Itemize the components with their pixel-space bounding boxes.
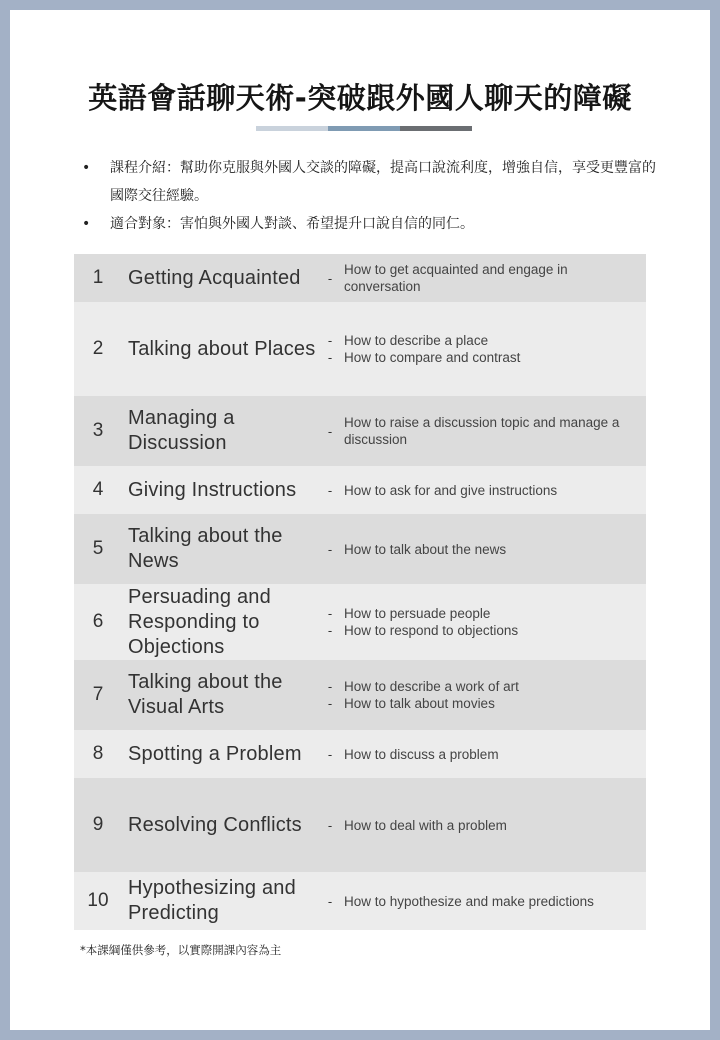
table-row xyxy=(74,872,646,930)
row-descriptions xyxy=(344,746,646,763)
row-descriptions xyxy=(344,893,646,910)
course-info-list xyxy=(82,154,662,238)
bullet-dot: • xyxy=(82,160,91,176)
row-number: 9 xyxy=(92,814,104,835)
dash-marker: - xyxy=(327,679,333,694)
row-dashes xyxy=(316,423,344,440)
row-dashes xyxy=(316,893,344,910)
dash-marker: - xyxy=(327,270,333,286)
row-descriptions xyxy=(344,678,646,712)
row-number: 6 xyxy=(92,611,104,632)
bullet-text: 適合對象：害怕與外國人對談、希望提升口說自信的同仁。 xyxy=(110,216,474,232)
row-description: How to hypothesize and make predictions xyxy=(344,893,594,909)
page-title: 英語會話聊天術-突破跟外國人聊天的障礙 xyxy=(88,81,632,115)
underline-segment-1 xyxy=(256,126,328,131)
row-dashes xyxy=(316,270,344,287)
footnote: *本課綱僅供參考，以實際開課內容為主 xyxy=(80,943,282,957)
row-dashes xyxy=(316,678,344,712)
bullet-text: 課程介紹：幫助你克服與外國人交談的障礙，提高口說流利度，增強自信，享受更豐富的國際交往經驗。 xyxy=(110,160,656,204)
row-dashes xyxy=(316,605,344,639)
dash-marker: - xyxy=(327,541,333,557)
row-number: 8 xyxy=(92,743,104,764)
row-topic: Managing a Discussion xyxy=(128,407,235,454)
row-number: 1 xyxy=(92,267,104,288)
table-row xyxy=(74,584,646,660)
bullet-dot: • xyxy=(82,216,91,232)
dash-marker: - xyxy=(327,482,333,498)
row-descriptions xyxy=(344,332,646,366)
row-topic: Spotting a Problem xyxy=(128,742,302,765)
row-descriptions xyxy=(344,605,646,639)
table-row xyxy=(74,302,646,396)
table-row xyxy=(74,730,646,778)
dash-marker: - xyxy=(327,893,333,909)
row-description: How to compare and contrast xyxy=(344,350,521,365)
row-description: How to get acquainted and engage in conversation xyxy=(344,262,568,294)
row-descriptions xyxy=(344,482,646,499)
row-number: 10 xyxy=(87,890,109,911)
table-row xyxy=(74,660,646,730)
document-page xyxy=(10,10,710,1030)
row-description: How to respond to objections xyxy=(344,623,519,638)
row-descriptions xyxy=(344,817,646,834)
title-underline xyxy=(256,126,472,131)
table-row xyxy=(74,396,646,466)
row-description: How to ask for and give instructions xyxy=(344,482,558,498)
dash-marker: - xyxy=(327,423,333,439)
bullet-item-audience xyxy=(82,210,662,238)
dash-marker: - xyxy=(327,350,333,365)
row-topic: Hypothesizing and Predicting xyxy=(128,877,296,924)
row-number: 5 xyxy=(92,538,104,559)
row-topic: Getting Acquainted xyxy=(128,266,301,289)
row-dashes xyxy=(316,482,344,499)
row-description: How to persuade people xyxy=(344,606,491,621)
row-number: 3 xyxy=(92,420,104,441)
row-description: How to describe a work of art xyxy=(344,679,519,694)
dash-marker: - xyxy=(327,746,333,762)
table-row xyxy=(74,778,646,872)
row-topic: Talking about Places xyxy=(128,337,316,360)
row-dashes xyxy=(316,541,344,558)
row-description: How to discuss a problem xyxy=(344,746,499,762)
dash-marker: - xyxy=(327,623,333,638)
row-topic: Resolving Conflicts xyxy=(128,813,302,836)
bullet-item-intro xyxy=(82,154,662,210)
row-description: How to talk about the news xyxy=(344,541,507,557)
row-number: 7 xyxy=(92,684,104,705)
row-dashes xyxy=(316,817,344,834)
row-description: How to talk about movies xyxy=(344,696,495,711)
row-description: How to raise a discussion topic and manage a discussion xyxy=(344,415,620,447)
table-row xyxy=(74,514,646,584)
dash-marker: - xyxy=(327,606,333,621)
dash-marker: - xyxy=(327,333,333,348)
row-dashes xyxy=(316,746,344,763)
underline-segment-2 xyxy=(328,126,400,131)
underline-segment-3 xyxy=(400,126,472,131)
row-number: 2 xyxy=(92,338,104,359)
dash-marker: - xyxy=(327,817,333,833)
row-descriptions xyxy=(344,414,646,448)
table-row xyxy=(74,254,646,302)
row-descriptions xyxy=(344,541,646,558)
dash-marker: - xyxy=(327,696,333,711)
row-descriptions xyxy=(344,261,646,295)
row-description: How to describe a place xyxy=(344,333,489,348)
row-description: How to deal with a problem xyxy=(344,817,507,833)
row-topic: Talking about the Visual Arts xyxy=(128,671,283,718)
syllabus-table xyxy=(74,254,646,930)
row-topic: Talking about the News xyxy=(128,525,283,572)
row-number: 4 xyxy=(92,479,104,500)
table-row xyxy=(74,466,646,514)
row-topic: Persuading and Responding to Objections xyxy=(128,585,271,658)
row-topic: Giving Instructions xyxy=(128,478,297,501)
row-dashes xyxy=(316,332,344,366)
